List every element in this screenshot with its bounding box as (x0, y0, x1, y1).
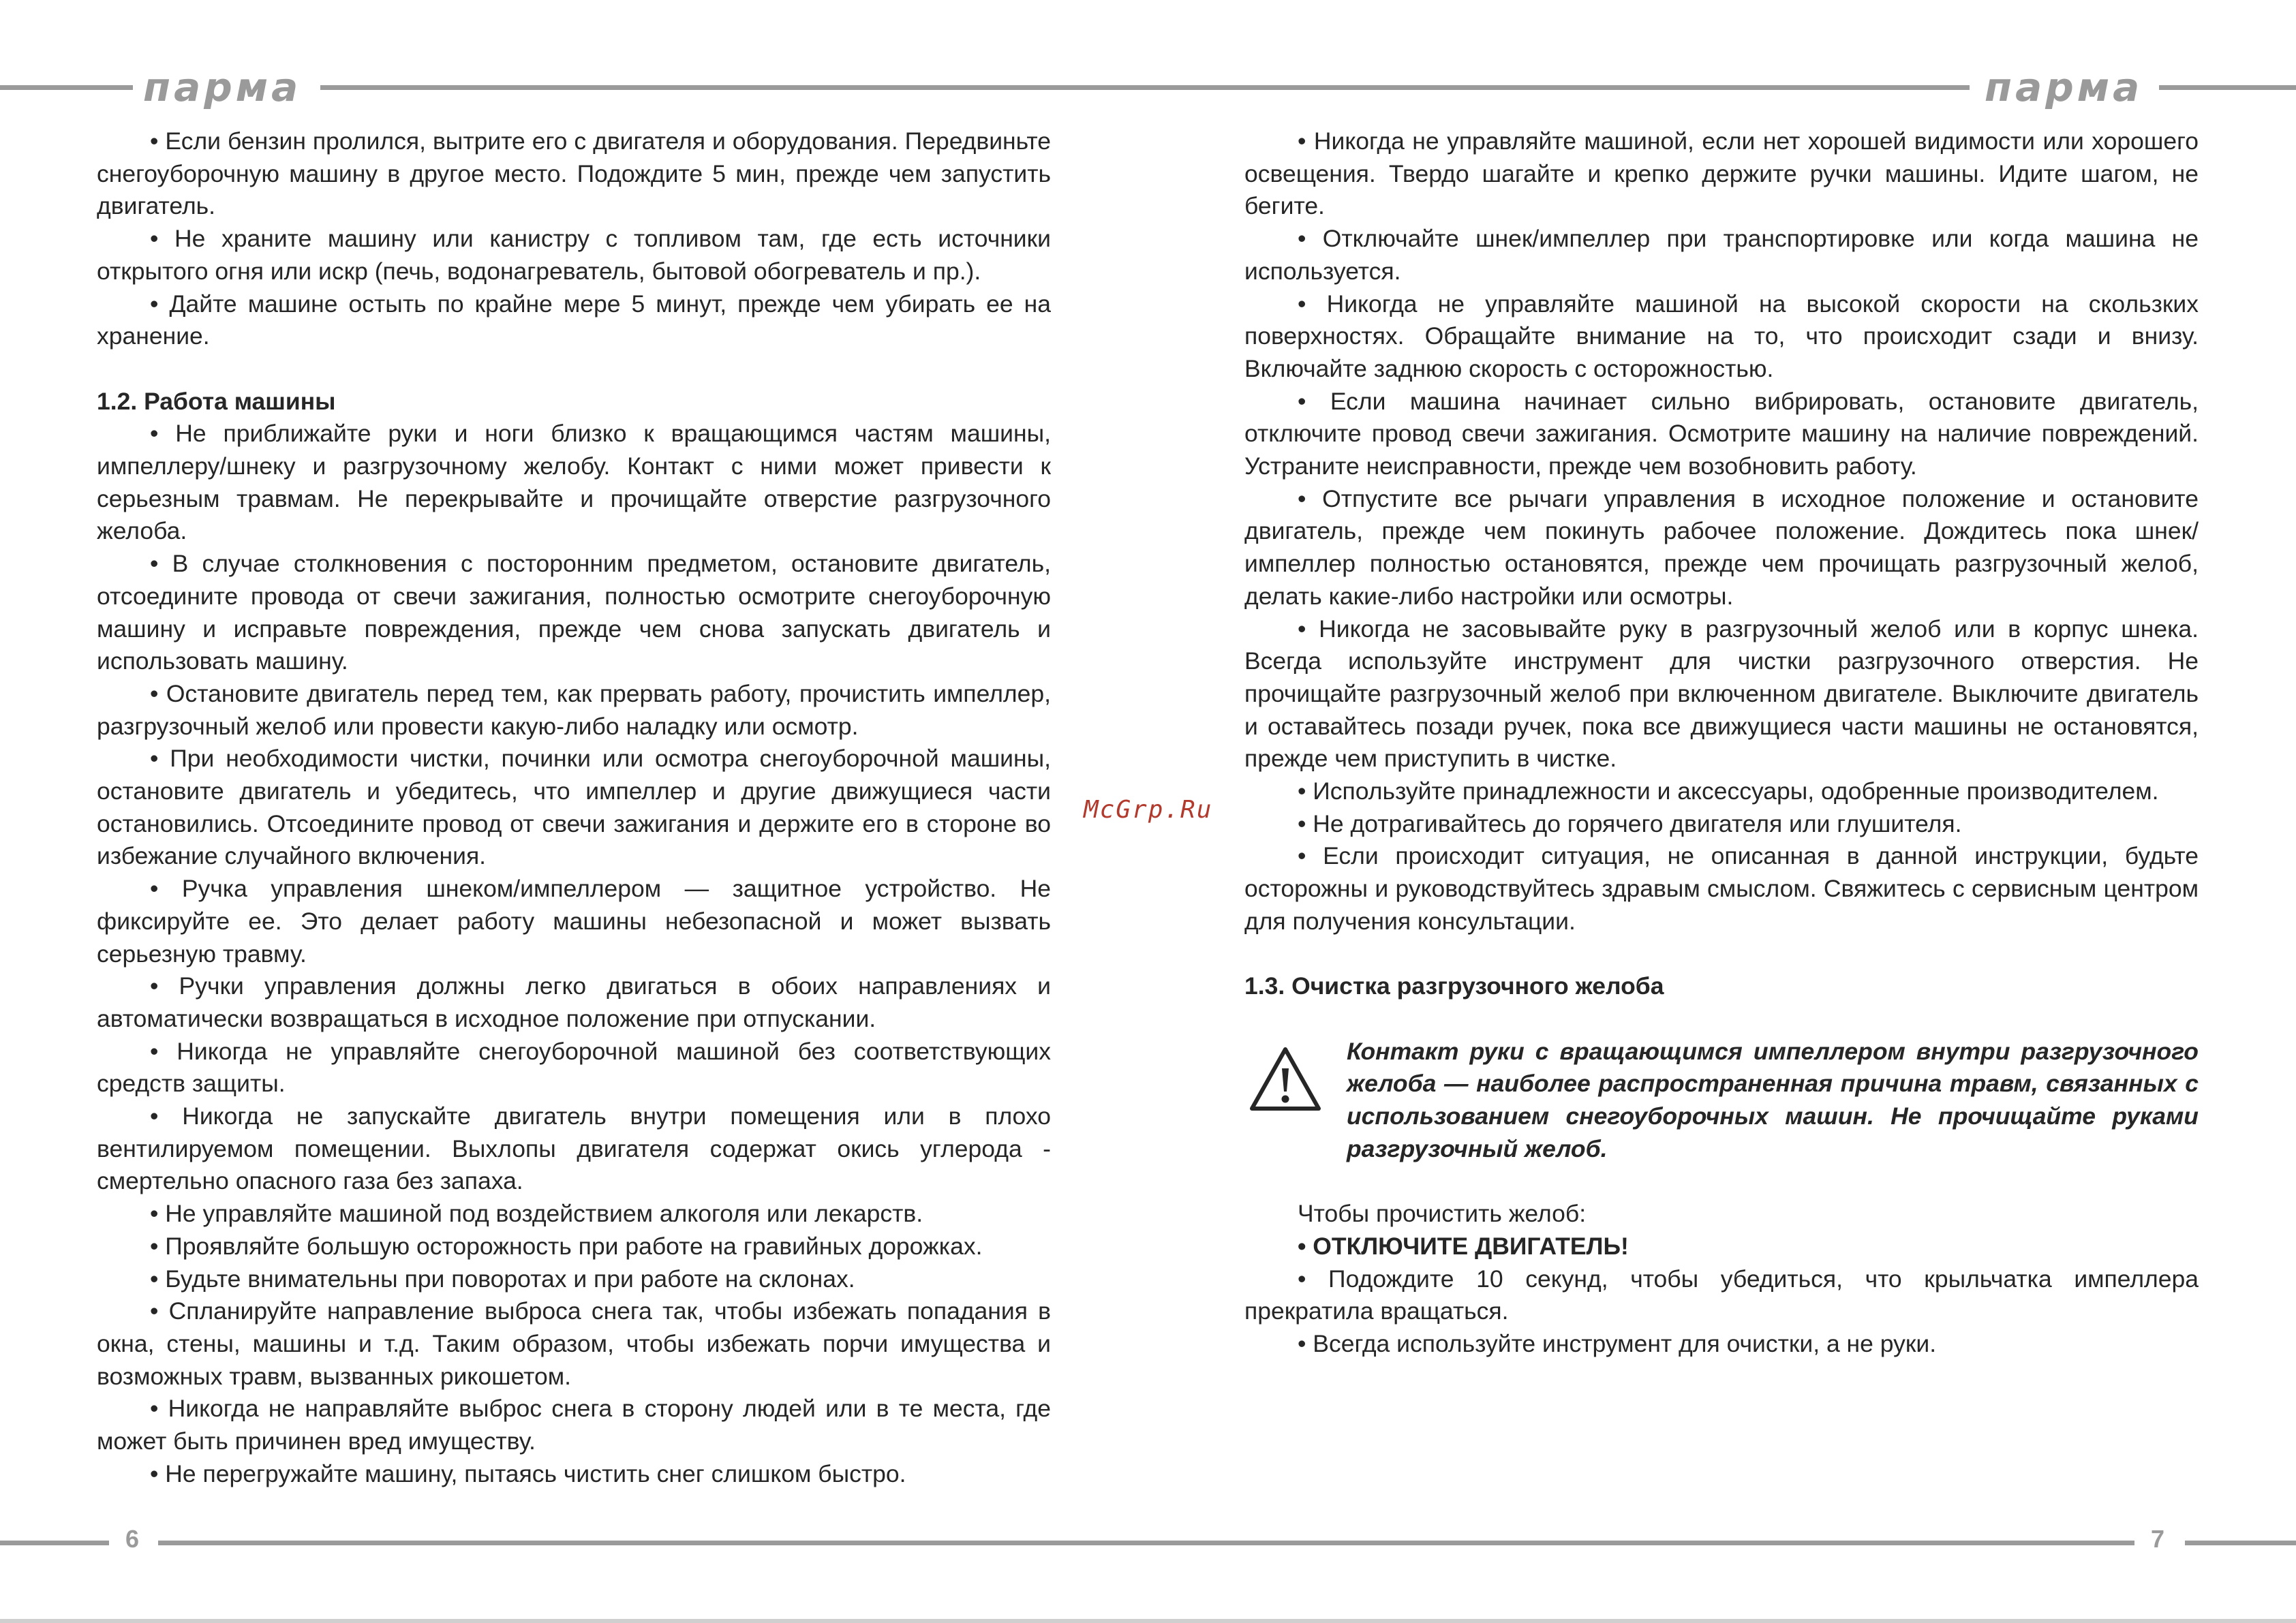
brand-logo-right: парма (1985, 64, 2143, 110)
list-item: • Не храните машину или канистру с топливом там, где есть источники открытого огня или искр (печь, водонагреватель, бытовой обогреватель и пр.). (97, 225, 1051, 285)
footer-rule-middle (158, 1541, 2134, 1545)
list-item: • Никогда не засовывайте руку в разгрузочный желоб или в корпус шнека. Всегда используйте инструмент для чистки разгрузочного отверстия. Не прочищайте разгрузочный желоб при включенном двигателе. Выключите двигатель и оставайтесь позади ручек, пока все движущиеся части машины не остановятся, прежде чем приступить в чистке. (1244, 615, 2199, 773)
list-item: • Остановите двигатель перед тем, как прервать работу, прочистить импеллер, разгрузочный желоб или провести какую-либо наладку или осмотр. (97, 679, 1051, 740)
steps-intro: Чтобы прочистить желоб: (1298, 1200, 1587, 1228)
list-item: • Будьте внимательны при поворотах и при работе на склонах. (150, 1265, 855, 1293)
list-item: • Никогда не управляйте машиной на высокой скорости на скользких поверхностях. Обращайте внимание на то, что происходит сзади и внизу. Включайте заднюю скорость с осторожностью. (1244, 290, 2199, 382)
footer-rule-left (0, 1541, 109, 1545)
header-rule-left (0, 85, 133, 90)
warning-icon (1249, 1045, 1322, 1113)
bottom-edge (0, 1619, 2296, 1623)
list-item: • При необходимости чистки, починки или осмотра снегоуборочной машины, остановите двигатель и убедитесь, что импеллер и другие движущиеся части остановились. Отсоедините провод от свечи зажигания и держите его в стороне во избежание случайного включения. (97, 745, 1051, 870)
warning-text: Контакт руки с вращающимся импеллером внутри разгрузочного желоба — наиболее распространенная причина травм, связанных с использованием снегоуборочных машин. Не прочищайте руками разгрузочный желоб. (1347, 1037, 2199, 1162)
step-item: • Подождите 10 секунд, чтобы убедиться, что крыльчатка импеллера прекратила вращаться. (1244, 1265, 2199, 1325)
list-item: • Проявляйте большую осторожность при работе на гравийных дорожках. (150, 1232, 983, 1260)
list-item: • Дайте машине остыть по крайне мере 5 минут, прежде чем убирать ее на хранение. (97, 290, 1051, 350)
list-item: • Никогда не направляйте выброс снега в сторону людей или в те места, где может быть причинен вред имуществу. (97, 1395, 1051, 1455)
right-column (1244, 125, 2199, 1361)
list-item: • Никогда не запускайте двигатель внутри помещения или в плохо вентилируемом помещении. Выхлопы двигателя содержат окись углерода - смертельно опасного газа без запаха. (97, 1102, 1051, 1195)
section-title-1-3: 1.3. Очистка разгрузочного желоба (1244, 972, 1664, 1000)
list-item: • Не приближайте руки и ноги близко к вращающимся частям машины, импеллеру/шнеку и разгрузочному желобу. Контакт с ними может привести к серьезным травмам. Не перекрывайте и прочищайте отверстие разгрузочного желоба. (97, 420, 1051, 545)
footer-rule-right (2185, 1541, 2296, 1545)
step-item: • ОТКЛЮЧИТЕ ДВИГАТЕЛЬ! (1298, 1232, 1629, 1260)
page-number-left: 6 (125, 1525, 140, 1553)
section-title-1-2: 1.2. Работа машины (97, 387, 336, 415)
header-rule-right (2159, 85, 2296, 90)
list-item: • Не управляйте машиной под воздействием алкоголя или лекарств. (150, 1200, 923, 1228)
list-item: • Никогда не управляйте машиной, если нет хорошей видимости или хорошего освещения. Твердо шагайте и крепко держите ручки машины. Идите шагом, не бегите. (1244, 127, 2199, 220)
list-item: • Если машина начинает сильно вибрировать, остановите двигатель, отключите провод свечи зажигания. Осмотрите машину на наличие повреждений. Устраните неисправности, прежде чем возобновить работу. (1244, 387, 2199, 480)
list-item: • Отключайте шнек/импеллер при транспортировке или когда машина не используется. (1244, 225, 2199, 285)
page-number-right: 7 (2151, 1525, 2165, 1553)
spacer (1244, 938, 2199, 971)
list-item: • Не дотрагивайтесь до горячего двигателя или глушителя. (1298, 809, 1962, 837)
list-item: • В случае столкновения с посторонним предметом, остановите двигатель, отсоедините провода от свечи зажигания, полностью осмотрите снегоуборочную машину и исправьте повреждения, прежде чем снова запускать двигатель и использовать машину. (97, 550, 1051, 675)
watermark-link[interactable]: McGrp.Ru (1084, 796, 1213, 824)
brand-logo-left: парма (143, 64, 302, 110)
left-column (97, 125, 1051, 1491)
header-rule-middle (320, 85, 1970, 90)
list-item: • Если происходит ситуация, не описанная в данной инструкции, будьте осторожны и руководствуйтесь здравым смыслом. Свяжитесь с сервисным центром для получения консультации. (1244, 842, 2199, 935)
list-item: • Не перегружайте машину, пытаясь чистить снег слишком быстро. (150, 1459, 906, 1487)
list-item: • Никогда не управляйте снегоуборочной машиной без соответствующих средств защиты. (97, 1037, 1051, 1098)
warning-block (1244, 1036, 2199, 1166)
list-item: • Используйте принадлежности и аксессуары, одобренные производителем. (1298, 777, 2159, 805)
list-item: • Спланируйте направление выброса снега так, чтобы избежать попадания в окна, стены, машины и т.д. Таким образом, чтобы избежать порчи имущества и возможных травм, вызванных рикошетом. (97, 1297, 1051, 1390)
list-item: • Если бензин пролился, вытрите его с двигателя и оборудования. Передвиньте снегоуборочную машину в другое место. Подождите 5 мин, прежде чем запустить двигатель. (97, 127, 1051, 220)
list-item: • Ручки управления должны легко двигаться в обоих направлениях и автоматически возвращаться в исходное положение при отпускании. (97, 972, 1051, 1032)
step-item: • Всегда используйте инструмент для очистки, а не руки. (1298, 1329, 1937, 1357)
list-item: • Отпустите все рычаги управления в исходное положение и остановите двигатель, прежде чем покинуть рабочее положение. Дождитесь пока шнек/импеллер полностью остановятся, прежде чем прочищать разгрузочный желоб, делать какие-либо настройки или осмотры. (1244, 484, 2199, 610)
cleaning-steps (1244, 1198, 2199, 1263)
spacer (97, 353, 1051, 386)
list-item: • Ручка управления шнеком/импеллером — защитное устройство. Не фиксируйте ее. Это делает работу машины небезопасной и может вызвать серьезную травму. (97, 875, 1051, 968)
